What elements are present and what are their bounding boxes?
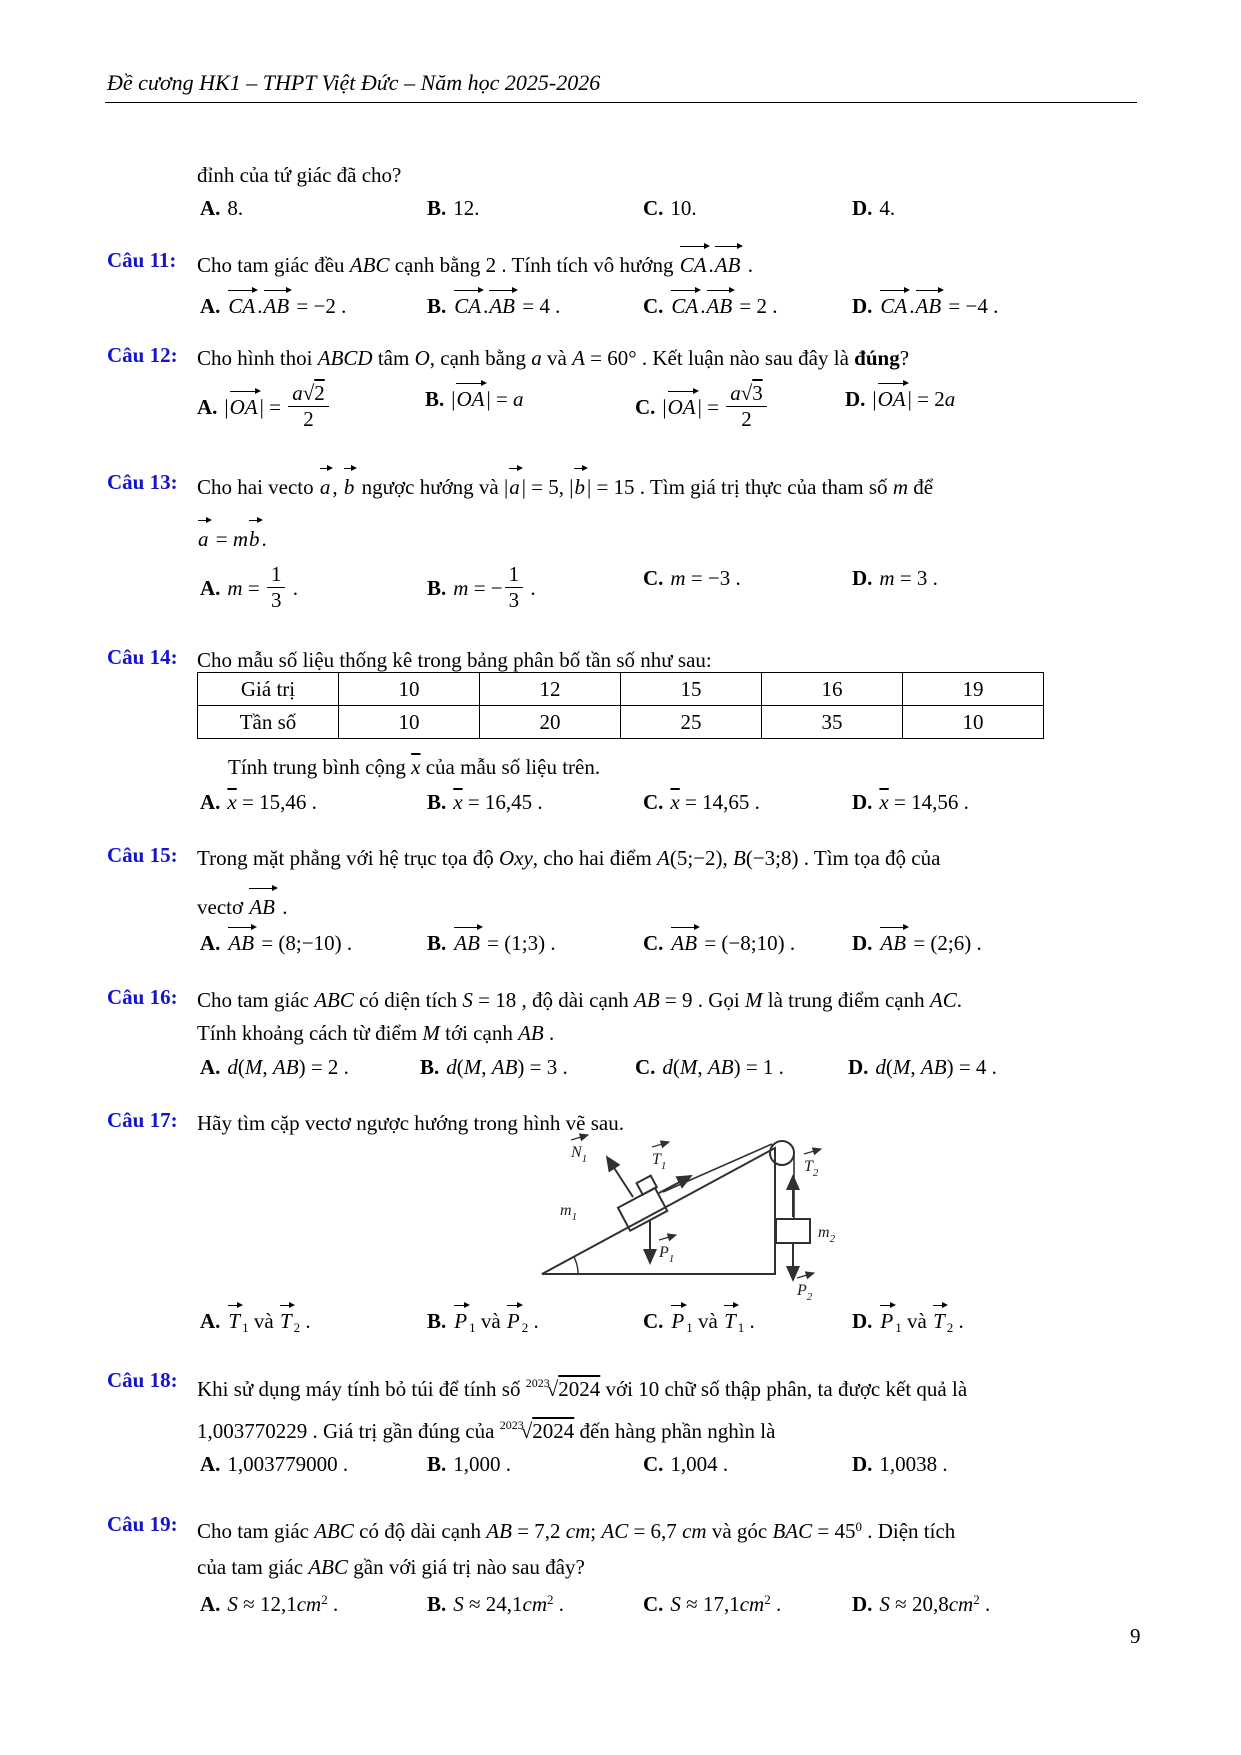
option-item — [200, 929, 352, 956]
option-text: 8. — [227, 196, 244, 220]
option-item — [852, 292, 998, 319]
option-letter: B. — [427, 294, 447, 318]
block-m1 — [612, 1176, 669, 1231]
option-text: T $_1$ và T $_2$ . — [228, 1309, 311, 1335]
option-text: m = $\frac{1}{3}$ . — [227, 562, 298, 613]
header-rule — [105, 102, 1137, 103]
option-letter: B. — [427, 931, 447, 955]
option-letter: A. — [200, 294, 221, 318]
option-letter: A. — [200, 1309, 221, 1333]
question-options — [0, 292, 1241, 326]
option-letter: C. — [643, 566, 664, 590]
option-letter: B. — [425, 387, 445, 411]
question-text: Tính trung bình cộng $\overline{x}$ của mẫu số liệu trên. — [228, 755, 601, 779]
mass-m1-label: $m_1$ — [560, 1202, 578, 1223]
question-text: Tính khoảng cách từ điểm M tới cạnh AB . — [197, 1021, 555, 1045]
question-text: Cho mẫu số liệu thống kê trong bảng phân bố tần số như sau: — [197, 648, 712, 672]
option-text: 1,000 . — [453, 1452, 512, 1476]
option-text: AB = (−8;10) . — [671, 931, 796, 955]
option-letter: C. — [643, 931, 664, 955]
option-item — [643, 1592, 781, 1617]
option-text: m = −3 . — [670, 566, 741, 590]
option-item — [643, 1452, 728, 1477]
option-text: CA.AB = 4 . — [454, 294, 561, 318]
option-item — [635, 1055, 784, 1080]
table-cell: 19 — [903, 673, 1044, 706]
option-item — [427, 929, 556, 956]
label-arrow-N1 — [571, 1135, 588, 1140]
vector-T1-label: $T_1$ — [652, 1151, 667, 1172]
option-item — [200, 790, 317, 815]
table-cell: 10 — [903, 706, 1044, 739]
option-item — [200, 1592, 338, 1617]
option-item — [635, 381, 769, 434]
option-text: 1,003779000 . — [227, 1452, 349, 1476]
table-cell: 35 — [762, 706, 903, 739]
label-arrow-T1 — [652, 1142, 669, 1147]
option-letter: B. — [420, 1055, 440, 1079]
option-item — [643, 929, 795, 956]
question-label: Câu 18: — [107, 1368, 178, 1392]
question-label: Câu 11: — [107, 248, 177, 272]
question-options — [0, 562, 1241, 613]
option-letter: A. — [200, 196, 221, 220]
option-item — [643, 292, 778, 319]
option-letter: D. — [852, 1309, 873, 1333]
vector-P2-label: $P_2$ — [797, 1282, 813, 1303]
option-text: CA.AB = 2 . — [671, 294, 778, 318]
option-item — [427, 196, 480, 221]
option-text: m = 3 . — [879, 566, 938, 590]
option-letter: C. — [643, 1452, 664, 1476]
option-text: |OA| = $\frac{a√2}{2}$ — [224, 395, 330, 419]
option-letter: B. — [427, 1452, 447, 1476]
option-item — [200, 1055, 349, 1080]
question-label: Câu 16: — [107, 985, 178, 1009]
table-row — [198, 706, 1044, 739]
option-letter: D. — [845, 387, 866, 411]
option-item — [427, 1307, 539, 1336]
option-letter: A. — [200, 790, 221, 814]
option-item — [848, 1055, 997, 1080]
option-letter: A. — [200, 931, 221, 955]
option-text: 4. — [879, 196, 896, 220]
question-label: Câu 14: — [107, 645, 178, 669]
option-letter: A. — [200, 576, 221, 601]
question-options — [0, 790, 1241, 824]
question-text: Hãy tìm cặp vectơ ngược hướng trong hình vẽ sau. — [197, 1111, 624, 1135]
option-text: |OA| = a — [451, 387, 524, 411]
option-item — [420, 1055, 568, 1080]
vector-T1-arrow — [659, 1176, 691, 1193]
option-text: $S \approx 12,1cm^2$ . — [227, 1592, 339, 1616]
option-text: m = − $\frac{1}{3}$ . — [453, 562, 536, 613]
option-text: CA.AB = −2 . — [228, 294, 347, 318]
question-text: Cho tam giác đều ABC cạnh bằng 2 . Tính tích vô hướng CA.AB . — [197, 248, 753, 280]
option-item — [427, 790, 543, 815]
question-text: Cho tam giác ABC có độ dài cạnh AB = 7,2 cm; AC = 6,7 cm và góc BAC = $45^0$ . Diện tích — [197, 1519, 956, 1543]
question-options — [0, 381, 1241, 432]
option-item — [852, 196, 895, 221]
option-letter: B. — [427, 1309, 447, 1333]
option-item — [427, 292, 560, 319]
physics-figure — [460, 1123, 890, 1303]
option-text: P $_1$ và P $_2$ . — [454, 1309, 539, 1335]
option-text: 1,0038 . — [879, 1452, 948, 1476]
table-cell: 20 — [480, 706, 621, 739]
option-text: d(M, AB) = 2 . — [227, 1055, 349, 1079]
table-cell: 25 — [621, 706, 762, 739]
vector-P1-label: $P_1$ — [659, 1244, 675, 1265]
option-letter: B. — [427, 196, 447, 220]
question-text: Cho hai vecto a, b ngược hướng và |a| = 5, |b| = 15 . Tìm giá trị thực của tham số m để — [197, 470, 933, 502]
question-options — [0, 1452, 1241, 1486]
question-options — [0, 1592, 1241, 1626]
vector-T2-label: $T_2$ — [804, 1158, 819, 1179]
option-item — [852, 1452, 948, 1477]
option-text: $S \approx 24,1cm^2$ . — [453, 1592, 565, 1616]
option-text: AB = (2;6) . — [880, 931, 982, 955]
option-item — [427, 1452, 511, 1477]
option-letter: C. — [635, 1055, 656, 1079]
question-options — [0, 1307, 1241, 1341]
table-cell: Tần số — [198, 706, 339, 739]
option-text: $\overline{x} = 14,56$ . — [879, 790, 969, 814]
option-letter: A. — [197, 395, 218, 420]
question-options — [0, 1055, 1241, 1089]
rope-incline — [663, 1144, 772, 1192]
option-item — [643, 566, 741, 591]
question-text: Cho hình thoi ABCD tâm O, cạnh bằng a và A = 60° . Kết luận nào sau đây là đúng? — [197, 346, 910, 370]
option-letter: C. — [643, 1592, 664, 1616]
option-text: $S \approx 17,1cm^2$ . — [670, 1592, 782, 1616]
question-label: Câu 15: — [107, 843, 178, 867]
option-text: AB = (1;3) . — [454, 931, 556, 955]
option-text: P $_1$ và T $_1$ . — [671, 1309, 755, 1335]
option-item — [852, 1307, 964, 1336]
option-letter: D. — [852, 931, 873, 955]
frequency-table — [197, 672, 1044, 739]
option-item — [852, 566, 938, 591]
page-number: 9 — [1130, 1624, 1141, 1648]
option-item — [200, 196, 243, 221]
option-letter: B. — [427, 576, 447, 601]
option-letter: D. — [852, 294, 873, 318]
option-item — [427, 1592, 564, 1617]
option-text: 1,004 . — [670, 1452, 729, 1476]
option-letter: A. — [200, 1592, 221, 1616]
option-text: |OA| = $\frac{a√3}{2}$ — [662, 395, 768, 419]
mass-m2-label: $m_2$ — [818, 1224, 836, 1245]
option-item — [200, 562, 298, 615]
option-text: P $_1$ và T $_2$ . — [880, 1309, 964, 1335]
table-cell: 16 — [762, 673, 903, 706]
option-item — [200, 1307, 311, 1336]
question-text: a = mb. — [197, 522, 267, 554]
option-item — [643, 790, 760, 815]
question-label: Câu 19: — [107, 1512, 178, 1536]
vector-N1-arrow — [607, 1157, 633, 1197]
option-text: 12. — [453, 196, 480, 220]
option-letter: D. — [852, 196, 873, 220]
option-text: $S \approx 20,8cm^2$ . — [879, 1592, 991, 1616]
option-item — [425, 385, 524, 412]
question-text: Cho tam giác ABC có diện tích S = 18 , độ dài cạnh AB = 9 . Gọi M là trung điểm cạnh AC. — [197, 988, 962, 1012]
option-text: CA.AB = −4 . — [880, 294, 999, 318]
option-letter: D. — [852, 1452, 873, 1476]
option-letter: D. — [852, 566, 873, 590]
option-item — [200, 1452, 348, 1477]
label-arrow-T2 — [804, 1149, 821, 1154]
label-arrow-P2 — [797, 1273, 814, 1278]
question10-options — [0, 196, 1241, 230]
question-label: Câu 17: — [107, 1108, 178, 1132]
option-letter: D. — [852, 1592, 873, 1616]
question-text: 1,003770229 . Giá trị gần đúng của $^{2023}$√2024 đến hàng phần nghìn là — [197, 1418, 776, 1443]
option-letter: C. — [643, 294, 664, 318]
option-letter: C. — [643, 1309, 664, 1333]
option-text: d(M, AB) = 3 . — [446, 1055, 568, 1079]
block-m2 — [776, 1219, 810, 1243]
option-text: d(M, AB) = 1 . — [662, 1055, 784, 1079]
question-text: vectơ AB . — [197, 890, 288, 922]
option-letter: A. — [200, 1452, 221, 1476]
option-text: 10. — [670, 196, 697, 220]
option-item — [427, 562, 536, 615]
question-label: Câu 13: — [107, 470, 178, 494]
option-letter: B. — [427, 1592, 447, 1616]
option-text: $\overline{x} = 16,45$ . — [453, 790, 543, 814]
option-item — [852, 790, 969, 815]
option-text: $\overline{x} = 15,46$ . — [227, 790, 317, 814]
question-label: Câu 12: — [107, 343, 178, 367]
option-item — [643, 196, 697, 221]
option-letter: C. — [635, 395, 656, 420]
option-letter: C. — [643, 196, 664, 220]
option-text: |OA| = 2a — [872, 387, 956, 411]
question10-text: đỉnh của tứ giác đã cho? — [197, 163, 402, 187]
angle-arc — [574, 1257, 578, 1274]
vector-N1-label: $N_1$ — [571, 1144, 588, 1165]
option-letter: A. — [200, 1055, 221, 1079]
question-text: Trong mặt phẳng với hệ trục tọa độ Oxy, cho hai điểm A(5;−2), B(−3;8) . Tìm tọa độ của — [197, 846, 941, 870]
option-letter: D. — [852, 790, 873, 814]
option-text: AB = (8;−10) . — [228, 931, 353, 955]
option-item — [200, 292, 346, 319]
table-cell: 10 — [339, 673, 480, 706]
option-text: d(M, AB) = 4 . — [875, 1055, 997, 1079]
question-options — [0, 929, 1241, 963]
page-header: Đề cương HK1 – THPT Việt Đức – Năm học 2025-2026 — [107, 70, 601, 95]
option-item — [643, 1307, 755, 1336]
option-item — [852, 1592, 990, 1617]
option-item — [845, 385, 955, 412]
option-text: $\overline{x} = 14,65$ . — [670, 790, 760, 814]
pulley-icon — [770, 1141, 794, 1165]
question-text: Khi sử dụng máy tính bỏ túi để tính số $^{2023}$√2024 với 10 chữ số thập phân, ta được kết quả là — [197, 1376, 968, 1401]
table-cell: Giá trị — [198, 673, 339, 706]
table-cell: 10 — [339, 706, 480, 739]
option-letter: D. — [848, 1055, 869, 1079]
option-item — [197, 381, 331, 434]
table-cell: 12 — [480, 673, 621, 706]
question-text: của tam giác ABC gần với giá trị nào sau đây? — [197, 1555, 585, 1579]
label-arrow-P1 — [659, 1235, 676, 1240]
table-cell: 15 — [621, 673, 762, 706]
table-row — [198, 673, 1044, 706]
option-item — [852, 929, 982, 956]
option-letter: C. — [643, 790, 664, 814]
option-letter: B. — [427, 790, 447, 814]
